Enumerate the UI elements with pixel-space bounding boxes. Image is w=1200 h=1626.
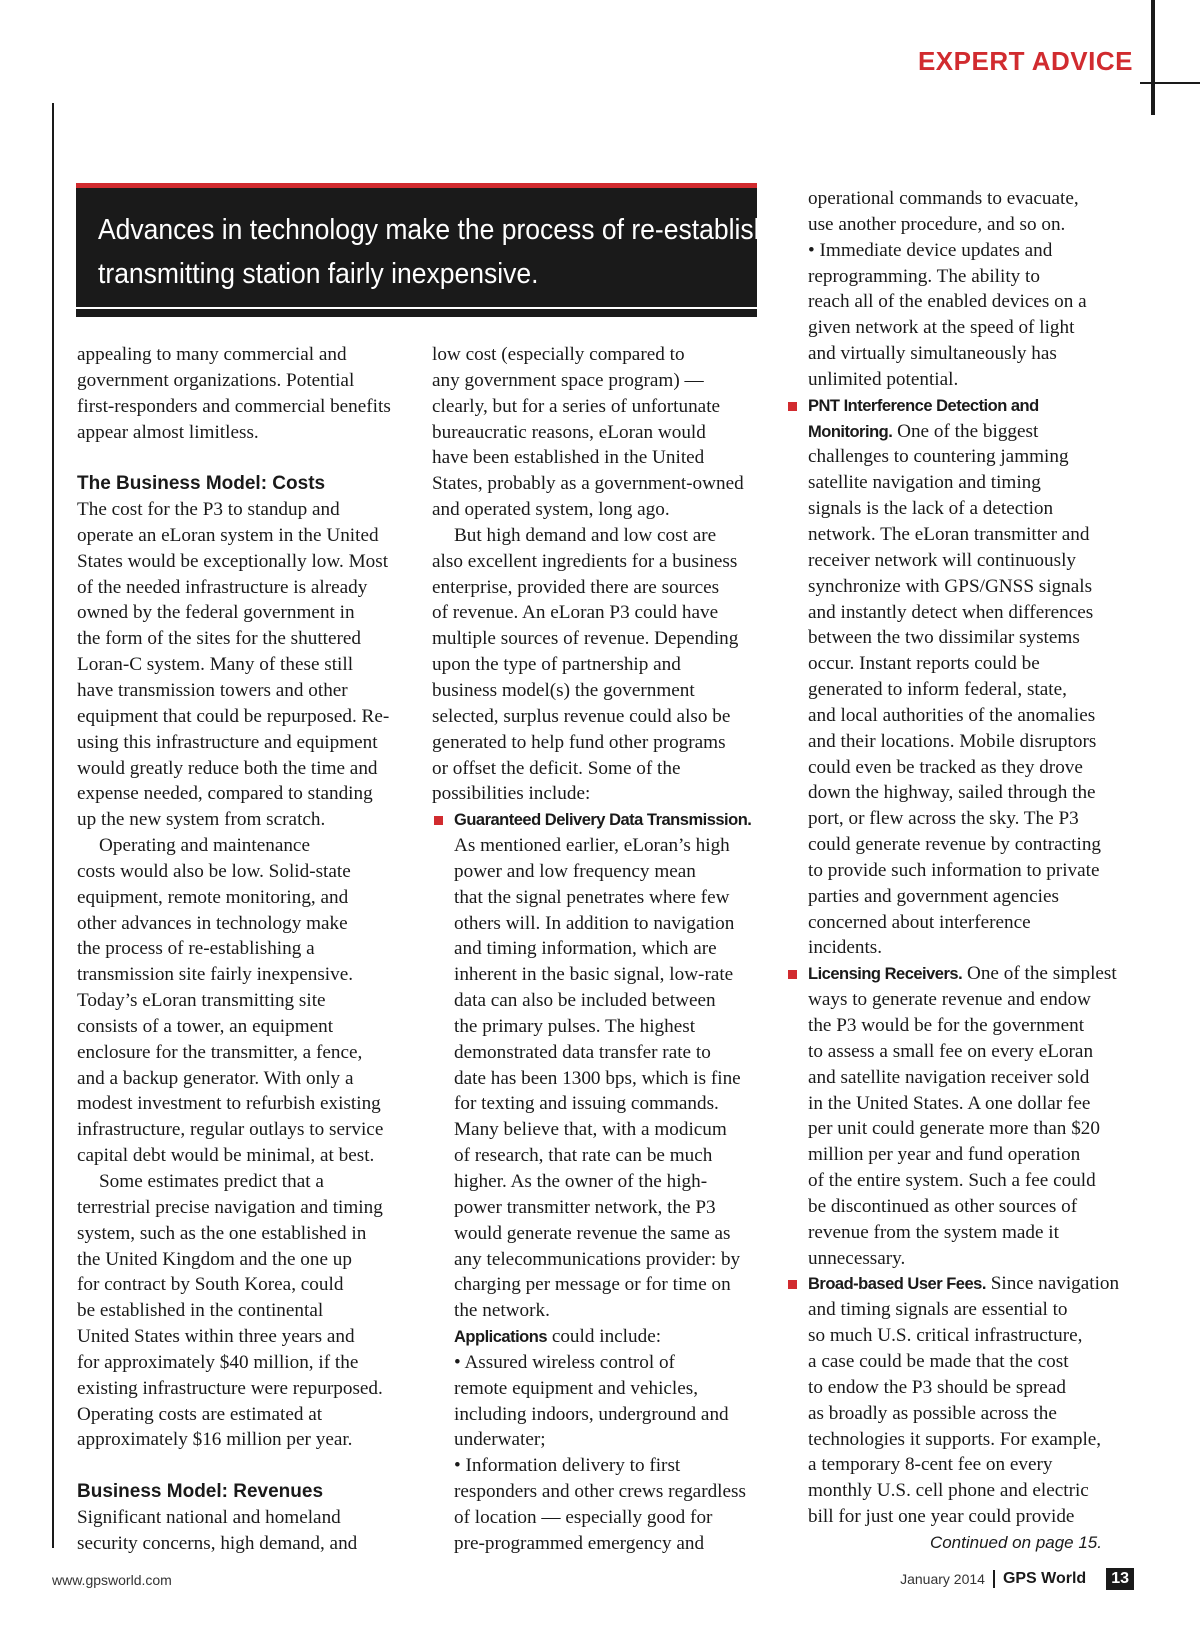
body-line: terrestrial precise navigation and timing [77, 1196, 383, 1218]
body-line: any telecommunications provider: by [454, 1248, 741, 1270]
body-line: generated to help fund other programs [432, 731, 726, 753]
red-bullet-icon [788, 1280, 797, 1289]
footer-divider [993, 1570, 995, 1588]
body-line: bill for just one year could provide [808, 1506, 1075, 1528]
body-line: equipment that could be repurposed. Re- [77, 705, 390, 727]
body-line: Loran-C system. Many of these still [77, 654, 354, 676]
body-line: in the United States. A one dollar fee [808, 1092, 1091, 1114]
body-line: have been established in the United [432, 447, 705, 469]
body-line: States would be exceptionally low. Most [77, 550, 389, 572]
footer-issue-date: January 2014 [900, 1571, 985, 1587]
user-fees-body [808, 1297, 1118, 1530]
body-line: network. The eLoran transmitter and [808, 523, 1090, 545]
body-line: any government space program) — [432, 369, 704, 391]
body-line: data can also be included between [454, 990, 716, 1012]
body-line: operate an eLoran system in the United [77, 524, 379, 546]
bullet-heading-user-fees: Broad-based User Fees. [808, 1275, 986, 1294]
body-line: that the signal penetrates where few [454, 886, 730, 908]
body-line: power transmitter network, the P3 [454, 1196, 716, 1218]
footer-issue-info [900, 1566, 1134, 1592]
body-line: synchronize with GPS/GNSS signals [808, 575, 1093, 597]
body-line: operational commands to evacuate, [808, 188, 1079, 209]
applications-list [432, 1350, 767, 1557]
red-bullet-icon [788, 402, 797, 411]
body-line: • Assured wireless control of [454, 1351, 675, 1373]
body-line: Significant national and homeland [77, 1506, 341, 1528]
bullet-heading-line [808, 961, 1118, 987]
pull-quote-line-2: transmitting station fairly inexpensive. [98, 258, 539, 290]
body-line: appealing to many commercial and [77, 344, 347, 365]
body-line: unlimited potential. [808, 368, 959, 390]
body-line: reprogramming. The ability to [808, 265, 1040, 287]
applications-label: Applications [454, 1328, 548, 1347]
right-margin-rule [1151, 0, 1155, 115]
body-line: inherent in the basic signal, low-rate [454, 964, 734, 986]
body-line: of research, that rate can be much [454, 1145, 713, 1167]
footer-website: www.gpsworld.com [52, 1572, 172, 1588]
body-line: enterprise, provided there are sources [432, 576, 720, 598]
continued-note: Continued on page 15. [929, 1532, 1102, 1552]
body-line: have transmission towers and other [77, 679, 348, 701]
body-line: and timing information, which are [454, 938, 717, 960]
body-line: first-responders and commercial benefits [77, 395, 391, 417]
body-line: and a backup generator. With only a [77, 1067, 354, 1089]
red-bullet-icon [434, 816, 443, 825]
bullet-first-rest: Since navigation [985, 1273, 1120, 1295]
body-line: the form of the sites for the shuttered [77, 628, 361, 650]
body-line: the network. [454, 1300, 550, 1322]
body-line: As mentioned earlier, eLoran’s high [454, 835, 730, 857]
body-line: date has been 1300 bps, which is fine [454, 1067, 741, 1089]
body-line: system, such as the one established in [77, 1222, 367, 1244]
body-line: of location — especially good for [454, 1506, 713, 1528]
body-line: and their locations. Mobile disruptors [808, 730, 1097, 752]
pull-quote [76, 183, 826, 307]
body-line: costs would also be low. Solid-state [77, 860, 351, 882]
column-3-intro [808, 186, 1118, 393]
body-line: for texting and issuing commands. [454, 1093, 719, 1115]
body-line: Many believe that, with a modicum [454, 1119, 727, 1141]
body-line: use another procedure, and so on. [808, 213, 1066, 235]
bullet-heading-line [808, 393, 1118, 419]
footer-publication: GPS World [1002, 1570, 1087, 1587]
body-line: selected, surplus revenue could also be [432, 705, 731, 727]
body-line: receiver network will continuously [808, 549, 1077, 571]
bullet-heading-line [432, 807, 767, 833]
body-line: The cost for the P3 to standup and [77, 499, 340, 521]
corner-mark-horizontal [1140, 82, 1200, 84]
body-line: of the entire system. Such a fee could [808, 1170, 1096, 1192]
body-line: per unit could generate more than $20 [808, 1118, 1100, 1140]
body-line: port, or flew across the sky. The P3 [808, 808, 1079, 830]
article-column-2 [432, 342, 767, 1557]
body-line: clearly, but for a series of unfortunate [432, 395, 721, 417]
body-line: pre-programmed emergency and [454, 1532, 705, 1554]
body-line: or offset the deficit. Some of the [432, 757, 681, 779]
body-line: the primary pulses. The highest [454, 1015, 696, 1037]
body-line: States, probably as a government-owned [432, 473, 744, 495]
body-line: would greatly reduce both the time and [77, 757, 378, 779]
body-line: of revenue. An eLoran P3 could have [432, 602, 719, 624]
body-line: But high demand and low cost are [454, 524, 717, 546]
body-line: and virtually simultaneously has [808, 343, 1057, 365]
body-line: and operated system, long ago. [432, 499, 670, 521]
body-line: million per year and fund operation [808, 1144, 1081, 1166]
column-2-intro [432, 342, 767, 807]
body-line: appear almost limitless. [77, 421, 259, 443]
pull-quote-line-1: Advances in technology make the process of re-establishing a [98, 214, 826, 246]
body-line: monthly U.S. cell phone and electric [808, 1480, 1089, 1502]
bullet-heading-pnt-1: PNT Interference Detection and [808, 396, 1039, 415]
body-line: generated to inform federal, state, [808, 679, 1067, 701]
body-line: incidents. [808, 937, 883, 959]
body-line: satellite navigation and timing [808, 472, 1041, 494]
body-line: Today’s eLoran transmitting site [77, 990, 326, 1012]
body-line: signals is the lack of a detection [808, 498, 1054, 520]
body-line: be established in the continental [77, 1300, 324, 1322]
article-column-3 [808, 186, 1118, 1556]
body-line: including indoors, underground and [454, 1403, 729, 1425]
body-line: approximately $16 million per year. [77, 1429, 353, 1451]
pull-quote-underline [76, 309, 757, 317]
body-line: other advances in technology make [77, 912, 348, 934]
body-line: down the highway, sailed through the [808, 782, 1096, 804]
body-line: also excellent ingredients for a business [432, 550, 738, 572]
body-line: to assess a small fee on every eLoran [808, 1040, 1094, 1062]
body-line: multiple sources of revenue. Depending [432, 628, 739, 650]
body-line: upon the type of partnership and [432, 654, 681, 676]
body-line: to endow the P3 should be spread [808, 1376, 1066, 1398]
body-line: would generate revenue the same as [454, 1222, 731, 1244]
body-line: and timing signals are essential to [808, 1299, 1068, 1321]
body-line: could generate revenue by contracting [808, 834, 1102, 856]
body-line: modest investment to refurbish existing [77, 1093, 381, 1115]
body-line: Some estimates predict that a [99, 1171, 324, 1192]
body-line: charging per message or for time on [454, 1274, 731, 1296]
body-line: responders and other crews regardless [454, 1481, 746, 1503]
body-line: so much U.S. critical infrastructure, [808, 1325, 1083, 1347]
red-bullet-icon [788, 970, 797, 979]
body-line: low cost (especially compared to [432, 344, 685, 365]
body-line: of the needed infrastructure is already [77, 576, 368, 598]
bullet-first-rest: One of the simplest [962, 963, 1117, 985]
body-line: concerned about interference [808, 911, 1031, 933]
body-line: expense needed, compared to standing [77, 783, 373, 805]
applications-rest: could include: [547, 1326, 662, 1348]
body-line: using this infrastructure and equipment [77, 731, 378, 753]
body-line: higher. As the owner of the high- [454, 1171, 708, 1192]
body-line: a case could be made that the cost [808, 1350, 1069, 1372]
body-line: technologies it supports. For example, [808, 1428, 1102, 1450]
body-line: remote equipment and vehicles, [454, 1377, 699, 1399]
body-line: • Immediate device updates and [808, 239, 1053, 261]
body-line: capital debt would be minimal, at best. [77, 1145, 375, 1167]
body-line: power and low frequency mean [454, 860, 696, 882]
body-line: existing infrastructure were repurposed. [77, 1377, 383, 1399]
body-line: and satellite navigation receiver sold [808, 1066, 1090, 1088]
body-line: parties and government agencies [808, 885, 1059, 907]
body-line: a temporary 8-cent fee on every [808, 1454, 1053, 1476]
page-number: 13 [1106, 1568, 1134, 1590]
body-line: Operating costs are estimated at [77, 1403, 323, 1425]
data-transmission-body [432, 833, 767, 1324]
body-line: the process of re-establishing a [77, 938, 315, 960]
body-line: bureaucratic reasons, eLoran would [432, 421, 706, 443]
body-line: the P3 would be for the government [808, 1015, 1085, 1036]
body-line: between the two dissimilar systems [808, 627, 1080, 649]
section-label: EXPERT ADVICE [917, 46, 1133, 76]
bullet-heading-licensing: Licensing Receivers. [808, 965, 963, 984]
body-line: enclosure for the transmitter, a fence, [77, 1041, 363, 1063]
body-line: given network at the speed of light [808, 317, 1075, 339]
paragraph-gap [77, 445, 407, 471]
body-line: underwater; [454, 1429, 546, 1451]
body-line: • Information delivery to first [454, 1455, 681, 1477]
body-line: owned by the federal government in [77, 602, 355, 624]
pnt-monitoring-body [808, 444, 1118, 961]
body-line: transmission site fairly inexpensive. [77, 964, 354, 986]
body-line: could even be tracked as they drove [808, 756, 1083, 778]
applications-line [432, 1324, 767, 1350]
bullet-heading-line [808, 419, 1118, 445]
body-line: business model(s) the government [432, 679, 695, 701]
body-line: to provide such information to private [808, 859, 1100, 881]
body-line: infrastructure, regular outlays to service [77, 1119, 384, 1141]
body-line: be discontinued as other sources of [808, 1195, 1078, 1217]
left-margin-rule [52, 103, 54, 1548]
body-line: challenges to countering jamming [808, 446, 1069, 468]
body-line: United States within three years and [77, 1326, 355, 1348]
body-line: up the new system from scratch. [77, 809, 326, 831]
pull-quote-text [98, 208, 826, 296]
body-line: for approximately $40 million, if the [77, 1351, 359, 1373]
bullet-heading-data-transmission: Guaranteed Delivery Data Transmission. [454, 811, 752, 830]
body-line: as broadly as possible across the [808, 1402, 1057, 1424]
body-line: others will. In addition to navigation [454, 912, 735, 934]
body-line: equipment, remote monitoring, and [77, 886, 349, 908]
body-line: for contract by South Korea, could [77, 1274, 344, 1296]
body-line: government organizations. Potential [77, 369, 355, 391]
body-line: the United Kingdom and the one up [77, 1248, 352, 1270]
subheading-costs: The Business Model: Costs [77, 473, 326, 495]
body-line: ways to generate revenue and endow [808, 989, 1091, 1011]
licensing-body [808, 987, 1118, 1271]
subheading-revenues: Business Model: Revenues [77, 1481, 324, 1503]
bullet-first-rest: One of the biggest [892, 420, 1039, 442]
body-line: possibilities include: [432, 783, 591, 805]
body-line: Operating and maintenance [99, 835, 310, 857]
paragraph-gap [77, 1453, 407, 1479]
body-line: security concerns, high demand, and [77, 1532, 358, 1554]
body-line: demonstrated data transfer rate to [454, 1041, 711, 1063]
body-line: revenue from the system made it [808, 1221, 1059, 1243]
body-line: reach all of the enabled devices on a [808, 291, 1087, 313]
body-line: consists of a tower, an equipment [77, 1015, 334, 1037]
body-line: occur. Instant reports could be [808, 653, 1040, 675]
bullet-heading-line [808, 1271, 1118, 1297]
article-column-1 [77, 342, 407, 1557]
body-line: and instantly detect when differences [808, 601, 1094, 623]
bullet-heading-pnt-2: Monitoring. [808, 422, 893, 441]
body-line: unnecessary. [808, 1247, 906, 1269]
body-line: and local authorities of the anomalies [808, 704, 1096, 726]
